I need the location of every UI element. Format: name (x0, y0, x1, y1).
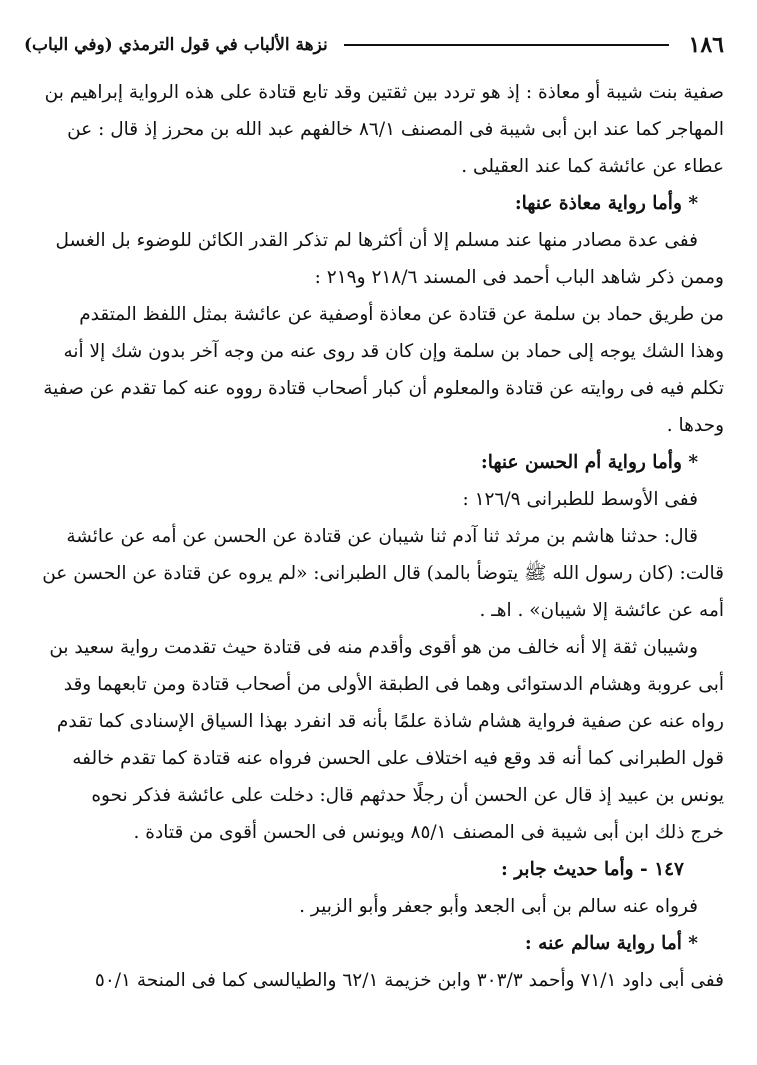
text-line: ففى الأوسط للطبرانى ١٢٦/٩ : (462, 489, 698, 510)
text-line: قال: حدثنا هاشم بن مرثد ثنا آدم ثنا شيبان عن قتادة عن الحسن عن أمه عن عائشة (66, 526, 698, 547)
text-line: تكلم فيه فى روايته عن قتادة والمعلوم أن كبار أصحاب قتادة رووه عنه كما تقدم عن صفية (43, 378, 724, 399)
text-line: وحدها . (666, 415, 724, 436)
text-line: صفية بنت شيبة أو معاذة : إذ هو تردد بين ثقتين وقد تابع قتادة على هذه الرواية إبراهيم بن (44, 82, 724, 103)
text-line: وممن ذكر شاهد الباب أحمد فى المسند ٢١٨/٦ و٢١٩ : (314, 267, 724, 288)
text-line: قالت: (كان رسول الله ﷺ يتوضأ بالمد) قال الطبرانى: «لم يروه عن قتادة عن الحسن عن (42, 563, 724, 584)
text-line: المهاجر كما عند ابن أبى شيبة فى المصنف ٨٦/١ خالفهم عبد الله بن محرز إذ قال : عن (67, 119, 724, 140)
text-line: أبى عروبة وهشام الدستوائى وهما فى الطبقة الأولى من أصحاب قتادة ومن تابعهما وقد (63, 674, 724, 695)
header-rule (344, 44, 669, 46)
page-number: ١٨٦ (688, 32, 724, 58)
running-title: نزهة الألباب في قول الترمذي (وفي الباب) (24, 35, 328, 55)
text-line: رواه عنه عن صفية فرواية هشام شاذة علمًا بأنه قد انفرد بهذا السياق الإسنادى كما تقدم (56, 711, 724, 732)
text-line: فرواه عنه سالم بن أبى الجعد وأبو جعفر وأبو الزبير . (299, 896, 698, 917)
section-heading: * أما رواية سالم عنه : (524, 933, 698, 954)
text-line: أمه عن عائشة إلا شيبان» . اهـ . (479, 600, 724, 621)
text-line: يونس بن عبيد إذ قال عن الحسن أن رجلًا حدثهم قال: دخلت على عائشة فذكر نحوه (91, 785, 724, 806)
text-line: وهذا الشك يوجه إلى حماد بن سلمة وإن كان قد روى عنه من وجه آخر بدون شك إلا أنه (63, 341, 724, 362)
text-line: ففى عدة مصادر منها عند مسلم إلا أن أكثرها لم تذكر القدر الكائن للوضوء بل الغسل (55, 230, 698, 251)
text-line: عطاء عن عائشة كما عند العقيلى . (461, 156, 724, 177)
section-heading: ١٤٧ - وأما حديث جابر : (500, 859, 684, 880)
section-heading: * وأما رواية أم الحسن عنها: (480, 452, 698, 473)
text-line: ففى أبى داود ٧١/١ وأحمد ٣٠٣/٣ وابن خزيمة ٦٢/١ والطيالسى كما فى المنحة ٥٠/١ (94, 970, 724, 991)
text-line: خرج ذلك ابن أبى شيبة فى المصنف ٨٥/١ ويونس فى الحسن أقوى من قتادة . (133, 822, 724, 843)
text-line: وشيبان ثقة إلا أنه خالف من هو أقوى وأقدم منه فى قتادة حيث تقدمت رواية سعيد بن (49, 637, 698, 658)
page-header (24, 30, 724, 60)
text-line: من طريق حماد بن سلمة عن قتادة عن معاذة أوصفية عن عائشة بمثل اللفظ المتقدم (79, 304, 724, 325)
section-heading: * وأما رواية معاذة عنها: (514, 193, 698, 214)
text-line: قول الطبرانى كما أنه قد وقع فيه اختلاف على الحسن فرواه عنه قتادة كما تقدم خالفه (72, 748, 724, 769)
body-text (24, 74, 724, 999)
